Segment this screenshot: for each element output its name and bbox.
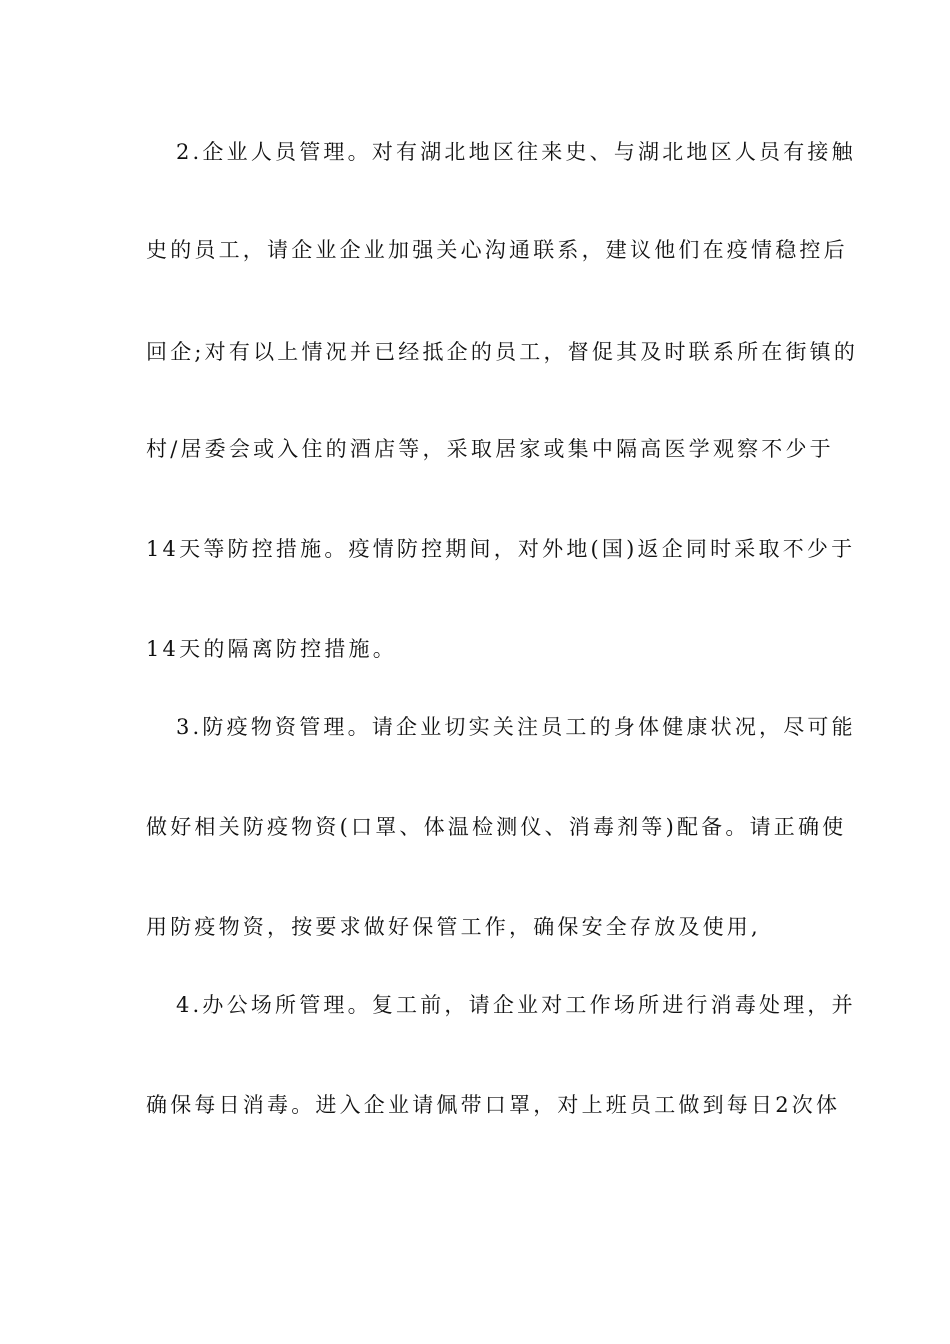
paragraph-2-line-2: 史的员工，请企业企业加强关心沟通联系，建议他们在疫情稳控后 <box>146 238 848 262</box>
paragraph-3-line-2: 做好相关防疫物资(口罩、体温检测仪、消毒剂等)配备。请正确使 <box>146 815 847 839</box>
paragraph-3-line-3: 用防疫物资，按要求做好保管工作，确保安全存放及使用, <box>146 915 761 939</box>
paragraph-2-line-4: 村/居委会或入住的酒店等，采取居家或集中隔高医学观察不少于 <box>146 437 834 461</box>
paragraph-2-line-6: 14天的隔离防控措施。 <box>146 637 397 661</box>
paragraph-4-line-2: 确保每日消毒。进入企业请佩带口罩，对上班员工做到每日2次体 <box>146 1093 841 1117</box>
paragraph-3-line-1: 3.防疫物资管理。请企业切实关注员工的身体健康状况，尽可能 <box>176 715 856 739</box>
paragraph-2-line-1: 2.企业人员管理。对有湖北地区往来史、与湖北地区人员有接触 <box>176 140 856 164</box>
paragraph-2-line-5: 14天等防控措施。疫情防控期间，对外地(国)返企同时采取不少于 <box>146 537 856 561</box>
paragraph-4-line-1: 4.办公场所管理。复工前，请企业对工作场所进行消毒处理，并 <box>176 993 856 1017</box>
paragraph-2-line-3: 回企;对有以上情况并已经抵企的员工，督促其及时联系所在街镇的 <box>146 340 859 364</box>
